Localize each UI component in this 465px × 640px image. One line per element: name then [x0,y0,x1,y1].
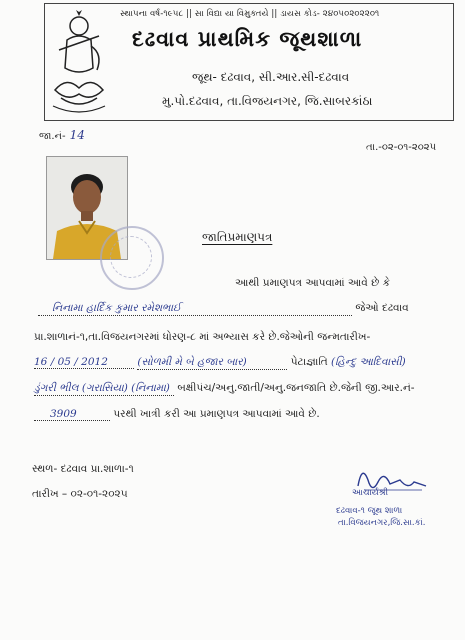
body-line-4 [34,382,415,396]
student-name: નિનામા હાર્દિક કુમાર રમેશભાઈ [38,302,352,316]
gr-number: 3909 [34,408,110,421]
footer-date: તારીખ – ૦૨-૦૧-૨૦૨૫ [32,488,128,500]
register-number-value: 14 [69,128,85,142]
body-intro: આથી પ્રમાણપત્ર આપવામાં આવે છે કે [235,277,391,289]
footer-place: સ્થળ- દઢવાવ પ્રા.શાળા-૧ [32,463,134,475]
issue-date: તા.-૦૨-૦૧-૨૦૨૫ [366,142,437,153]
signatory-line-2: તા.વિજયનગર,જિ.સા.કાં. [338,518,426,528]
letterhead-tagline: સ્થાપના વર્ષ-૧૯૫૮ || સા વિદ્યા યા વિમુક્તયે || ડાયસ કોડ- ૨૪૦૫૦૨૦૨૨૦૧ [120,9,380,19]
school-name: દઢવાવ પ્રાથમિક જૂથશાળા [132,26,363,51]
subcaste-label: પેટાજ્ઞાતિ [290,356,328,368]
certificate-title: જાતિપ્રમાણપત્ર [202,230,273,244]
body-line-2: પ્રા.શાળાનં-૧,તા.વિજયનગરમાં ધોરણ-૮ માં અભ્યાસ કરે છે.જેઓની જન્મતારીખ- [34,331,371,343]
register-number [39,128,85,142]
school-stamp [100,226,164,290]
body-line-4-mid: બક્ષીપંચ/અનુ.જાતી/અનુ.જનજાતિ છે.જેની જી.આર.નં- [177,382,415,394]
birth-date: 16 / 05 / 2012 [34,356,134,369]
signatory-line-1: દઢવાવ-૧ જૂથ શાળા [336,506,403,516]
caste-value: ડુંગરી ભીલ (ગરાસિયા) (નિનામા) [34,382,174,396]
address-line-2: મુ.પો.દઢવાવ, તા.વિજયનગર, જિ.સાબરકાંઠા [162,94,373,108]
signatory-title: આચાર્યશ્રી [352,488,389,498]
body-line-1 [38,302,409,316]
saraswati-logo-icon [47,6,111,116]
body-line-5 [34,408,320,421]
address-line-1: જૂથ- દઢવાવ, સી.આર.સી-દઢવાવ [192,70,350,84]
body-line-3 [34,356,406,370]
subcaste-value: (હિન્દુ આદિવાસી) [331,356,406,368]
birth-date-words: (સોળમી મે બે હજાર બાર) [137,356,287,370]
body-line-1-tail: જેઓ દઢવાવ [355,302,409,314]
body-line-5-tail: પરથી ખાત્રી કરી આ પ્રમાણપત્ર આપવામાં આવે છે. [113,408,320,420]
register-number-label: જા.નં- [39,131,66,142]
